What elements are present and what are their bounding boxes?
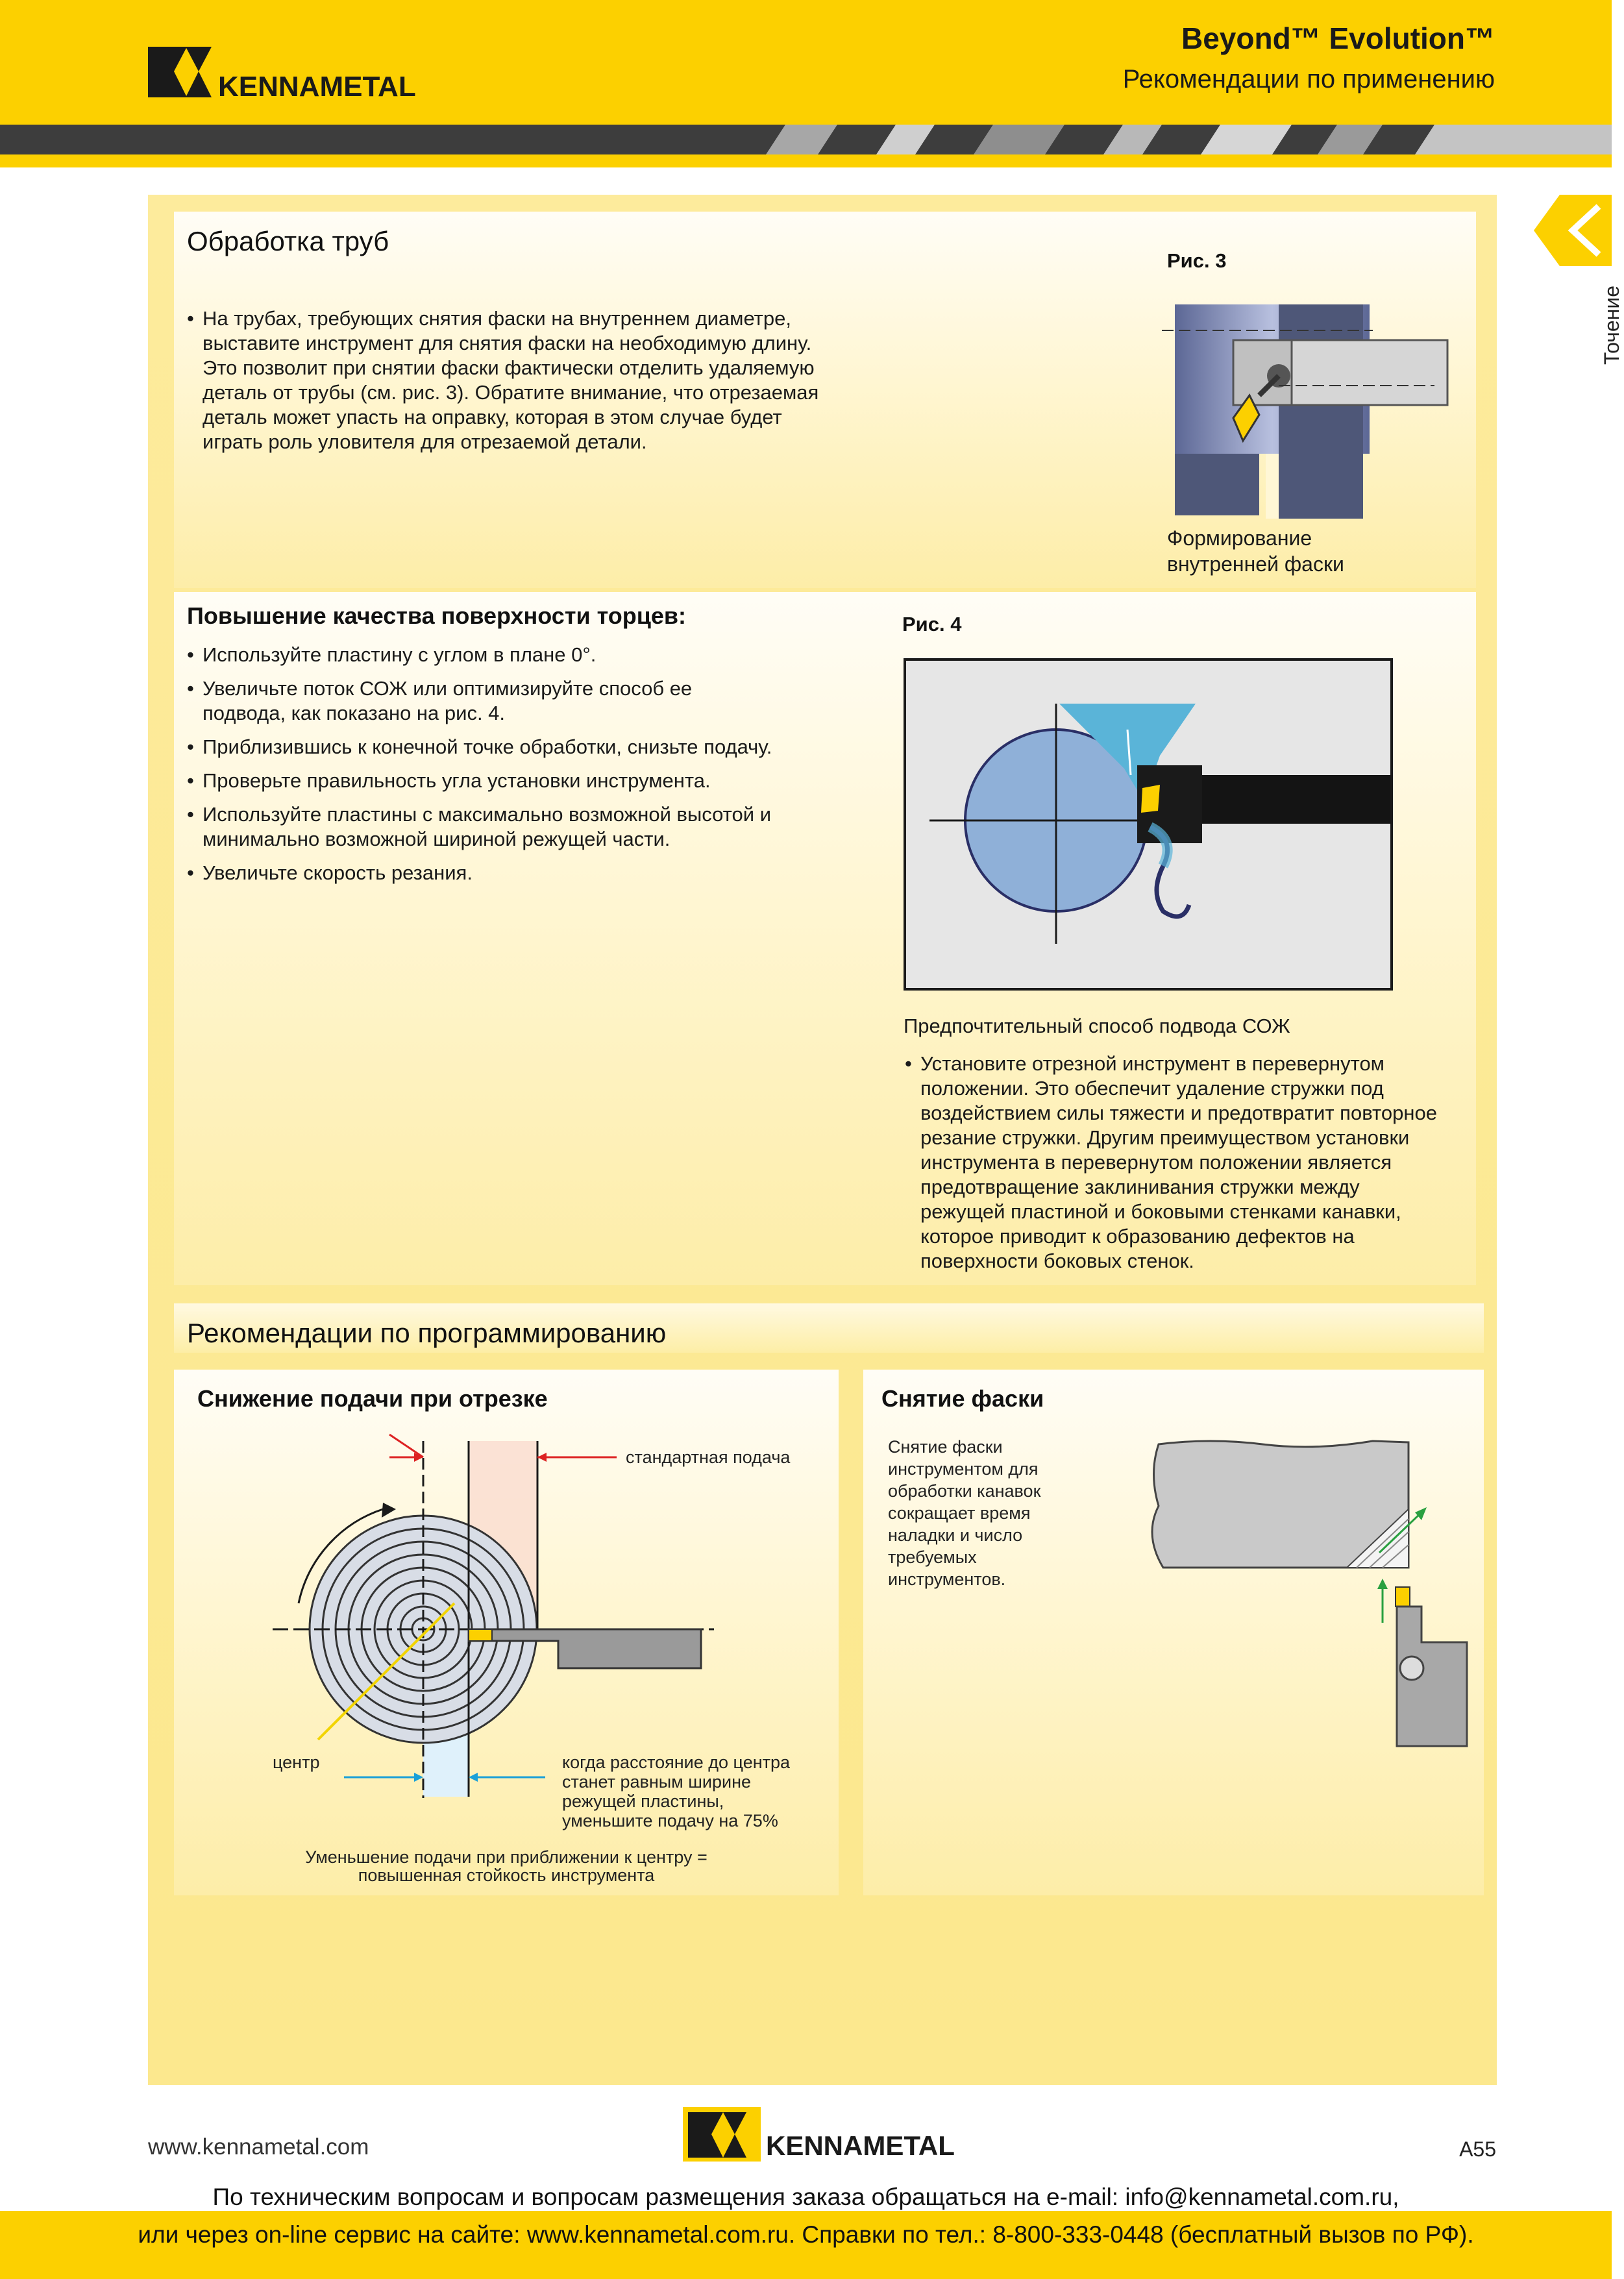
side-tab-label: Точение [1600, 286, 1623, 365]
chamfer-text-line: сокращает время [888, 1503, 1031, 1523]
product-line-title: Beyond™ Evolution™ [1181, 21, 1495, 55]
fig3-label: Рис. 3 [1167, 249, 1227, 272]
feed-title: Снижение подачи при отрезке [197, 1385, 548, 1412]
logo-wordmark: KENNAMETAL [766, 2130, 955, 2161]
surface-bullet: • Увеличьте скорость резания. [187, 861, 843, 885]
chamfer-text [888, 1437, 1102, 1592]
surface-bullet: • Используйте пластину с углом в плане 0°. [187, 643, 843, 667]
chamfer-text-line: требуемых [888, 1547, 977, 1567]
pipes-title: Обработка труб [187, 226, 389, 256]
chamfer-text-line: инструментов. [888, 1570, 1006, 1589]
chevron-left-icon [1501, 195, 1612, 266]
footer-url[interactable]: www.kennametal.com [148, 2134, 369, 2160]
surface-bullet: • Приблизившись к конечной точке обработки, снизьте подачу. [187, 735, 843, 759]
header-subtitle: Рекомендации по применению [1122, 65, 1495, 93]
label-reduce-3: режущей пластины, [562, 1792, 724, 1811]
surface-bullet: • Увеличьте поток СОЖ или оптимизируйте способ ее подвода, как показано на рис. 4. [187, 676, 715, 726]
pipes-bullets [187, 306, 843, 463]
fig3-caption-line1: Формирование [1167, 526, 1312, 550]
logo-wordmark: KENNAMETAL [218, 71, 416, 103]
footer-logo [683, 2107, 955, 2162]
fig3-illustration [1162, 301, 1447, 519]
footer-note-line1: По техническим вопросам и вопросам размещения заказа обращаться на e-mail: info@kennametal.com.ru, [212, 2184, 1399, 2210]
surface-bullet: • Проверьте правильность угла установки инструмента. [187, 769, 843, 793]
chamfer-title: Снятие фаски [881, 1385, 1044, 1412]
fig4-bullet: • Установите отрезной инструмент в перевернутом положении. Это обеспечит удаление стружки под воздействием силы тяжести и предотвратит повторное резание стружки. Другим преимуществом установки инструмента в перевернутом положении является предотвращение заклинивания стружки между режущей пластиной и боковыми стенками канавки, которое приводит к образованию дефектов на поверхности боковых стенок. [905, 1052, 1444, 1274]
label-standard-feed: стандартная подача [626, 1447, 791, 1467]
fig4-bullets [905, 1052, 1444, 1283]
surface-bullet: • Используйте пластины с максимально возможной высотой и минимально возможной шириной режущей части. [187, 802, 787, 852]
label-reduce-4: уменьшите подачу на 75% [562, 1811, 778, 1830]
kennametal-logo-icon [683, 2107, 955, 2162]
page-number: A55 [1459, 2137, 1496, 2161]
programming-title: Рекомендации по программированию [187, 1318, 667, 1348]
kennametal-logo-icon [148, 45, 421, 103]
side-tab-marker [1501, 195, 1612, 266]
footer-contact-note [0, 2181, 1612, 2251]
chamfer-text-line: Снятие фаски [888, 1437, 1003, 1457]
feed-caption-line2: повышенная стойкость инструмента [358, 1866, 655, 1885]
footer-note-line2: или через on-line сервис на сайте: www.kennametal.com.ru. Справки по тел.: 8-800-333-0448 (бесплатный вызов по РФ). [138, 2221, 1474, 2248]
fig4-illustration [904, 658, 1393, 991]
chamfer-diagram [1149, 1435, 1473, 1759]
pipes-bullet: • На трубах, требующих снятия фаски на внутреннем диаметре, выставите инструмент для снятия фаски на необходимую длину. Это позволит при снятии фаски фактически отделить удаляемую деталь от трубы (см. рис. 3). Обратите внимание, что отрезаемая деталь может упасть на оправку, которая в этом случае будет играть роль уловителя для отрезаемой детали. [187, 306, 843, 454]
feed-caption-line1: Уменьшение подачи при приближении к центру = [305, 1847, 707, 1867]
chamfer-text-line: обработки канавок [888, 1481, 1041, 1501]
fig4-label: Рис. 4 [902, 613, 962, 635]
fig3-caption-line2: внутренней фаски [1167, 552, 1344, 576]
label-reduce-1: когда расстояние до центра [562, 1753, 791, 1772]
label-reduce-2: станет равным ширине [562, 1772, 752, 1792]
header-stripe [0, 125, 1612, 154]
label-center: центр [273, 1753, 320, 1772]
header-logo [148, 45, 421, 103]
header-stripe-bottom [0, 154, 1612, 167]
fig4-caption: Предпочтительный способ подвода СОЖ [904, 1015, 1290, 1037]
surface-bullets [187, 643, 843, 894]
surface-title: Повышение качества поверхности торцев: [187, 602, 686, 629]
chamfer-text-line: инструментом для [888, 1459, 1039, 1479]
chamfer-text-line: наладки и число [888, 1525, 1023, 1545]
